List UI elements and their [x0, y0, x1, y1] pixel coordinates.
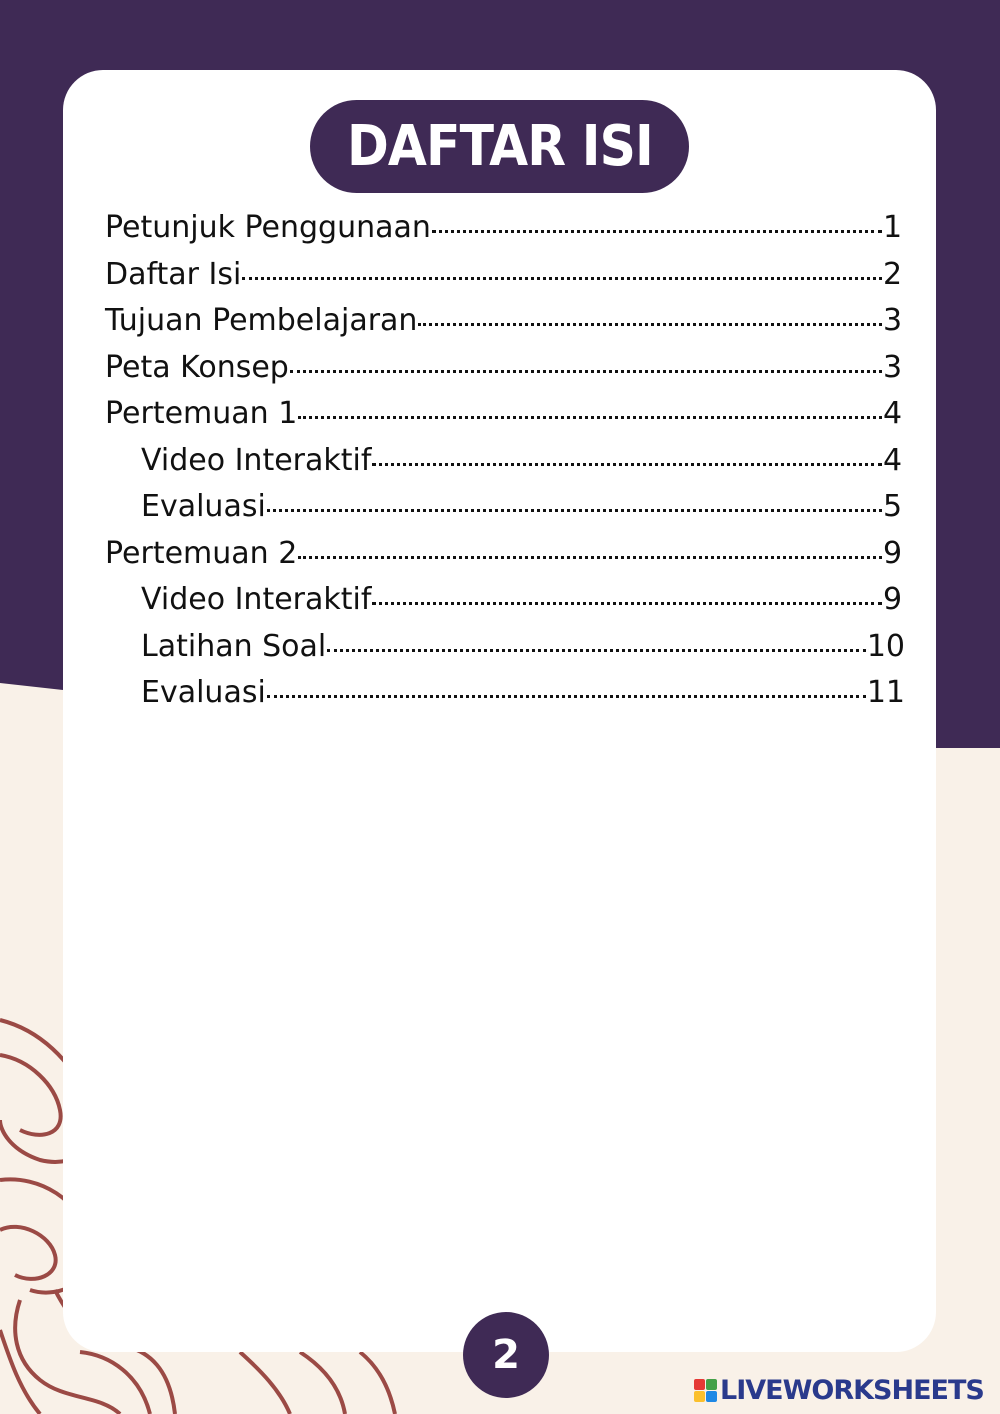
brand-name: LIVEWORKSHEETS [720, 1374, 984, 1406]
toc-leader-dots [267, 692, 866, 698]
toc-item-label: Video Interaktif [141, 582, 372, 617]
toc-item-label: Daftar Isi [105, 256, 242, 292]
toc-item-label: Pertemuan 2 [105, 535, 298, 571]
toc-item-label: Petunjuk Penggunaan [105, 210, 431, 245]
toc-subitem[interactable] [105, 675, 905, 722]
toc-subitem[interactable] [105, 443, 905, 490]
toc-item[interactable] [105, 350, 905, 397]
toc-subitem[interactable] [105, 489, 905, 536]
toc-item-label: Pertemuan 1 [105, 396, 298, 431]
toc-item-page: 2 [883, 256, 903, 292]
page-number: 2 [492, 1332, 520, 1378]
toc-item-page: 1 [883, 210, 903, 245]
content-card [63, 70, 936, 1352]
toc-item-page: 3 [883, 349, 903, 385]
toc-leader-dots [327, 646, 866, 652]
table-of-contents [105, 210, 905, 722]
toc-item-page: 4 [883, 442, 903, 478]
toc-item-page: 3 [883, 303, 903, 338]
toc-leader-dots [418, 320, 882, 326]
toc-item-label: Tujuan Pembelajaran [105, 303, 418, 338]
toc-item-page: 11 [866, 675, 905, 710]
toc-leader-dots [290, 367, 882, 373]
toc-item-label: Video Interaktif [141, 442, 372, 478]
page-number-badge [463, 1312, 549, 1398]
liveworksheets-logo-icon [694, 1379, 717, 1402]
toc-item[interactable] [105, 210, 905, 257]
toc-leader-dots [372, 460, 882, 466]
toc-leader-dots [267, 506, 882, 512]
toc-item-page: 10 [866, 628, 905, 664]
toc-leader-dots [432, 227, 882, 233]
toc-item[interactable] [105, 536, 905, 583]
page-title: DAFTAR ISI [346, 114, 653, 179]
toc-item-label: Evaluasi [141, 489, 266, 524]
toc-item-page: 4 [883, 396, 903, 431]
toc-item-page: 5 [883, 489, 903, 524]
toc-item-label: Peta Konsep [105, 349, 289, 385]
toc-leader-dots [298, 553, 882, 559]
toc-leader-dots [372, 599, 882, 605]
toc-leader-dots [298, 413, 882, 419]
toc-item-label: Evaluasi [141, 675, 266, 710]
toc-subitem[interactable] [105, 582, 905, 629]
liveworksheets-branding [694, 1374, 984, 1406]
title-banner [310, 100, 689, 193]
toc-item[interactable] [105, 257, 905, 304]
toc-item[interactable] [105, 396, 905, 443]
toc-item[interactable] [105, 303, 905, 350]
toc-item-label: Latihan Soal [141, 628, 327, 664]
toc-item-page: 9 [883, 582, 903, 617]
toc-leader-dots [242, 274, 882, 280]
toc-subitem[interactable] [105, 629, 905, 676]
toc-item-page: 9 [883, 535, 903, 571]
